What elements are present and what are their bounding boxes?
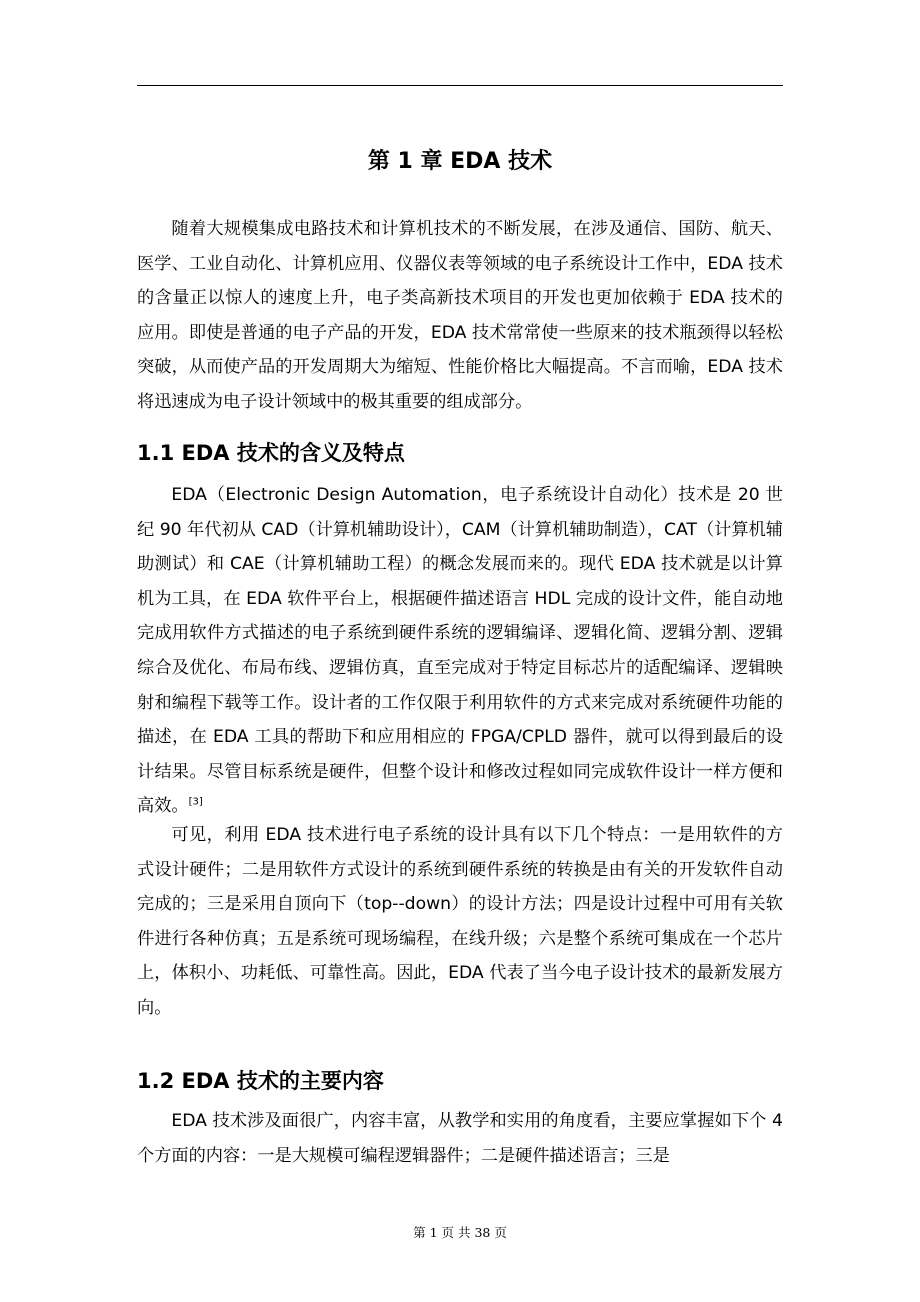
section-1-1-paragraph-1: [137, 478, 783, 824]
chapter-title: 第 1 章 EDA 技术: [367, 149, 553, 174]
section-1-1-paragraph-2: 可见，利用 EDA 技术进行电子系统的设计具有以下几个特点：一是用软件的方式设计硬件；二是用软件方式设计的系统到硬件系统的转换是由有关的开发软件自动完成的；三是采用自顶向下（top--down）的设计方法；四是设计过程中可用有关软件进行各种仿真；五是系统可现场编程，在线升级；六是整个系统可集成在一个芯片上，体积小、功耗低、可靠性高。因此，EDA 代表了当今电子设计技术的最新发展方向。: [137, 825, 783, 1018]
page-footer: 第 1 页 共 38 页: [413, 1225, 507, 1240]
header-rule: [137, 85, 783, 86]
section-1-2-paragraph-1: EDA 技术涉及面很广，内容丰富，从教学和实用的角度看，主要应掌握如下个 4 个方面的内容：一是大规模可编程逻辑器件；二是硬件描述语言；三是: [137, 1111, 783, 1166]
section-heading-1-2: 1.2 EDA 技术的主要内容: [137, 1069, 384, 1093]
section-1-1-paragraph-1-text: EDA（Electronic Design Automation，电子系统设计自动化）技术是 20 世纪 90 年代初从 CAD（计算机辅助设计），CAM（计算机辅助制造），CAT（计算机辅助测试）和 CAE（计算机辅助工程）的概念发展而来的。现代 EDA 技术就是以计算机为工具，在 EDA 软件平台上，根据硬件描述语言 HDL 完成的设计文件，能自动地完成用软件方式描述的电子系统到硬件系统的逻辑编译、逻辑化简、逻辑分割、逻辑综合及优化、布局布线、逻辑仿真，直至完成对于特定目标芯片的适配编译、逻辑映射和编程下载等工作。设计者的工作仅限于利用软件的方式来完成对系统硬件功能的描述，在 EDA 工具的帮助下和应用相应的 FPGA/CPLD 器件，就可以得到最后的设计结果。尽管目标系统是硬件，但整个设计和修改过程如同完成软件设计一样方便和高效。: [137, 485, 783, 817]
citation-3[interactable]: [3]: [188, 796, 203, 808]
section-heading-1-1: 1.1 EDA 技术的含义及特点: [137, 441, 405, 465]
intro-paragraph: 随着大规模集成电路技术和计算机技术的不断发展，在涉及通信、国防、航天、医学、工业自动化、计算机应用、仪器仪表等领域的电子系统设计工作中，EDA 技术的含量正以惊人的速度上升，电子类高新技术项目的开发也更加依赖于 EDA 技术的应用。即使是普通的电子产品的开发，EDA 技术常常使一些原来的技术瓶颈得以轻松突破，从而使产品的开发周期大为缩短、性能价格比大幅提高。不言而喻，EDA 技术将迅速成为电子设计领域中的极其重要的组成部分。: [137, 219, 783, 412]
